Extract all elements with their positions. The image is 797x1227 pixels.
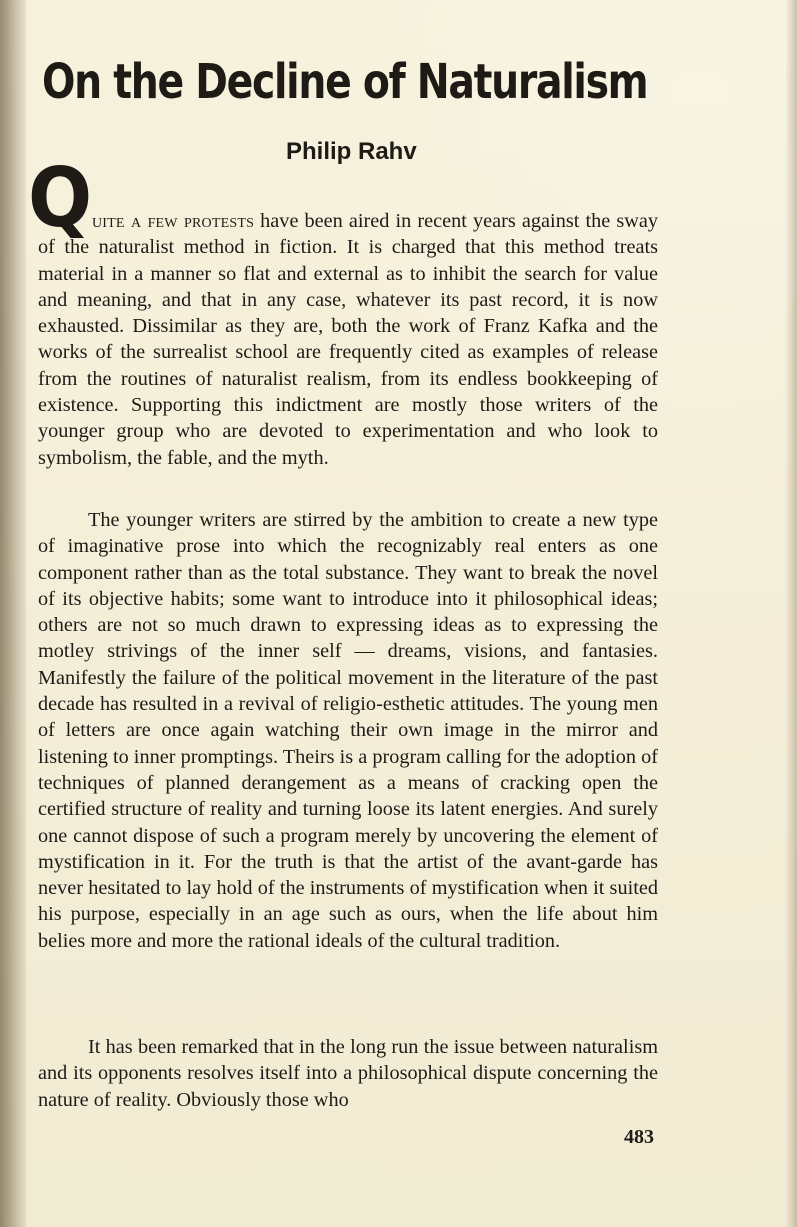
- paragraph-2: The younger writers are stirred by the ambition to create a new type of imaginative prose into which the recognizably real enters as one component rather than as the total substance. They want to break the novel of its objective habits; some want to introduce into it philosophical ideas; others are not so much drawn to expressing ideas as to expressing the motley strivings of the inner self — dreams, visions, and fantasies. Manifestly the failure of the political movement in the literature of the past decade has resulted in a revival of religio-esthetic attitudes. The young men of letters are once again watching their own image in the mirror and listening to inner promptings. Theirs is a program calling for the adoption of techniques of planned derangement as a means of cracking open the certified structure of reality and turning loose its latent energies. And surely one cannot dispose of such a program merely by uncovering the element of mystification in it. For the truth is that the artist of the avant-garde has never hesitated to lay hold of the instruments of mystification when it suited his purpose, especially in an age such as ours, when the life about him belies more and more the rational ideals of the cultural tradition.: [38, 509, 658, 952]
- page-edge-shadow: [785, 0, 797, 1227]
- lead-in-small-caps: uite a few protests: [92, 210, 255, 232]
- paragraph-3: It has been remarked that in the long run the issue between naturalism and its opponents resolves itself into a philosophical dispute concerning the nature of reality. Obviously those who: [38, 1036, 658, 1111]
- page-number: 483: [624, 1126, 654, 1148]
- paragraph-1-text: have been aired in recent years against the sway of the naturalist method in fiction. It is charged that this method treats material in a manner so flat and external as to inhibit the search for value and meaning, and that in any case, whatever its past record, it is now exhausted. Dissimilar as they are, both the work of Franz Kafka and the works of the surrealist school are frequently cited as examples of release from the routines of naturalist realism, from its endless bookkeeping of existence. Supporting this indictment are mostly those writers of the younger group who are devoted to experimentation and who look to symbolism, the fable, and the myth.: [38, 210, 658, 469]
- drop-cap: Q: [28, 151, 93, 246]
- page-binding-shadow: [0, 0, 26, 1227]
- author-name: Philip Rahv: [286, 138, 417, 165]
- article-title: On the Decline of Naturalism: [42, 54, 648, 110]
- paragraph-1: [38, 208, 658, 471]
